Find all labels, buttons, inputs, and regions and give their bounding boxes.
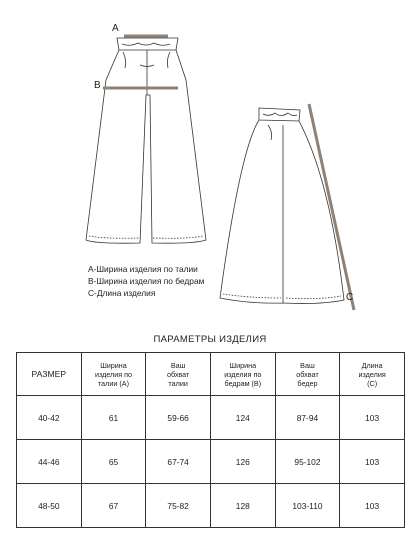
header-line: (С)	[367, 378, 378, 388]
header-line: обхват	[296, 369, 319, 379]
header-hip-width	[210, 353, 275, 396]
header-line: изделия	[358, 369, 386, 379]
length-line	[309, 104, 354, 310]
marker-c: C	[346, 292, 354, 303]
cell-hip-width: 124	[210, 396, 275, 440]
cell-waist-width: 61	[81, 396, 146, 440]
legend-item-a: А-Ширина изделия по талии	[88, 264, 198, 274]
side-view-trousers	[220, 108, 344, 304]
table-row	[17, 396, 405, 440]
cell-hip-girth: 87-94	[275, 396, 340, 440]
header-line: талии	[168, 378, 188, 388]
table-title: ПАРАМЕТРЫ ИЗДЕЛИЯ	[153, 334, 267, 345]
measurement-legend	[88, 263, 204, 299]
header-line: Ширина	[229, 360, 257, 370]
header-line: изделия по	[224, 369, 262, 379]
header-size-label: РАЗМЕР	[31, 368, 67, 379]
cell-waist-girth: 59-66	[146, 396, 211, 440]
header-length	[340, 353, 405, 396]
front-view-trousers	[86, 38, 206, 243]
header-line: талии (А)	[97, 378, 129, 388]
cell-hip-girth: 95-102	[275, 440, 340, 484]
header-line: Ширина	[100, 360, 127, 370]
header-line: бедрам (В)	[224, 378, 262, 388]
header-line: обхват	[166, 369, 190, 379]
cell-size: 48-50	[17, 484, 82, 528]
cell-hip-width: 128	[210, 484, 275, 528]
cell-waist-girth: 67-74	[146, 440, 211, 484]
marker-a: A	[112, 23, 119, 34]
header-line: изделия по	[94, 369, 133, 379]
header-line: Ваш	[300, 360, 315, 370]
cell-size: 44-46	[17, 440, 82, 484]
cell-waist-width: 67	[81, 484, 146, 528]
table-row	[17, 484, 405, 528]
header-line: бедер	[297, 378, 318, 388]
cell-length: 103	[340, 484, 405, 528]
header-line: Ваш	[170, 360, 186, 370]
size-parameters-table	[16, 352, 405, 528]
cell-waist-girth: 75-82	[146, 484, 211, 528]
cell-waist-width: 65	[81, 440, 146, 484]
marker-b: B	[94, 80, 101, 91]
cell-hip-girth: 103-110	[275, 484, 340, 528]
cell-size: 40-42	[17, 396, 82, 440]
legend-item-b: В-Ширина изделия по бедрам	[88, 276, 205, 286]
header-hip-girth	[275, 353, 340, 396]
header-waist-width	[81, 353, 146, 396]
table-header-row	[17, 353, 405, 396]
header-line: Длина	[361, 360, 383, 370]
header-size	[17, 353, 82, 396]
cell-length: 103	[340, 396, 405, 440]
cell-length: 103	[340, 440, 405, 484]
legend-item-c: С-Длина изделия	[88, 288, 156, 298]
table-row	[17, 440, 405, 484]
header-waist-girth	[146, 353, 211, 396]
cell-hip-width: 126	[210, 440, 275, 484]
